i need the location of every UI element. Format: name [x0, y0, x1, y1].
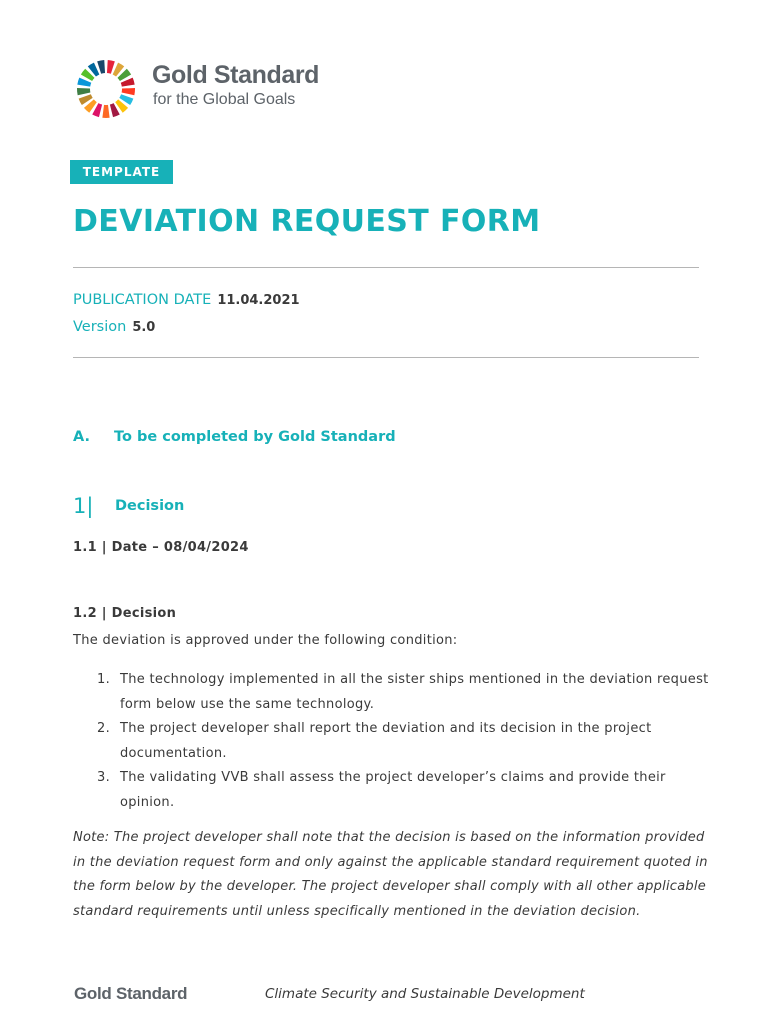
logo-ring-segment	[97, 60, 105, 74]
version-value: 5.0	[132, 320, 156, 335]
logo-name: Gold Standard	[152, 61, 320, 89]
list-item	[73, 717, 713, 766]
footer-tagline: Climate Security and Sustainable Development	[265, 986, 585, 1002]
decision-intro: The deviation is approved under the following condition:	[73, 633, 458, 648]
sdg-wheel-icon	[76, 59, 136, 119]
version-label: Version	[73, 319, 127, 335]
conditions-list	[73, 668, 713, 815]
version	[73, 319, 155, 335]
section-a-number: A.	[73, 429, 90, 445]
subsection-date: 1.1 | Date – 08/04/2024	[73, 540, 249, 555]
list-item-number: 2.	[97, 721, 111, 736]
logo-ring-segment	[122, 88, 135, 95]
logo-ring-segment	[77, 88, 90, 95]
divider-top	[73, 267, 699, 268]
gold-standard-logo	[76, 57, 346, 121]
list-item-number: 3.	[97, 770, 111, 785]
section-a-title: To be completed by Gold Standard	[114, 429, 396, 445]
footer-logo: Gold Standard	[74, 984, 188, 1003]
list-item-text: The project developer shall report the deviation and its decision in the project documentation.	[120, 721, 652, 761]
logo-ring-segment	[102, 105, 109, 118]
publication-date	[73, 292, 300, 308]
section-1-number: 1|	[73, 494, 94, 518]
list-item-text: The validating VVB shall assess the project developer’s claims and provide their opinion.	[120, 770, 666, 810]
list-item-text: The technology implemented in all the sister ships mentioned in the deviation request form below use the same technology.	[120, 672, 709, 712]
section-1-title: Decision	[115, 498, 185, 514]
publication-date-label: PUBLICATION DATE	[73, 292, 212, 308]
logo-ring-segment	[107, 60, 115, 74]
page-title: DEVIATION REQUEST FORM	[73, 204, 541, 239]
section-a-heading	[73, 429, 396, 445]
template-badge: TEMPLATE	[70, 160, 173, 184]
logo-tagline: for the Global Goals	[153, 91, 296, 108]
list-item	[73, 668, 713, 717]
divider-bottom	[73, 357, 699, 358]
decision-note: Note: The project developer shall note that the decision is based on the information provided in the deviation request form and only against the applicable standard requirement quoted in the form below by the developer. The project developer shall comply with all other applicable standard requirements until unless specifically mentioned in the deviation decision.	[73, 830, 708, 919]
list-item	[73, 766, 713, 815]
list-item-number: 1.	[97, 672, 111, 687]
publication-date-value: 11.04.2021	[217, 293, 300, 308]
subsection-decision: 1.2 | Decision	[73, 606, 177, 621]
